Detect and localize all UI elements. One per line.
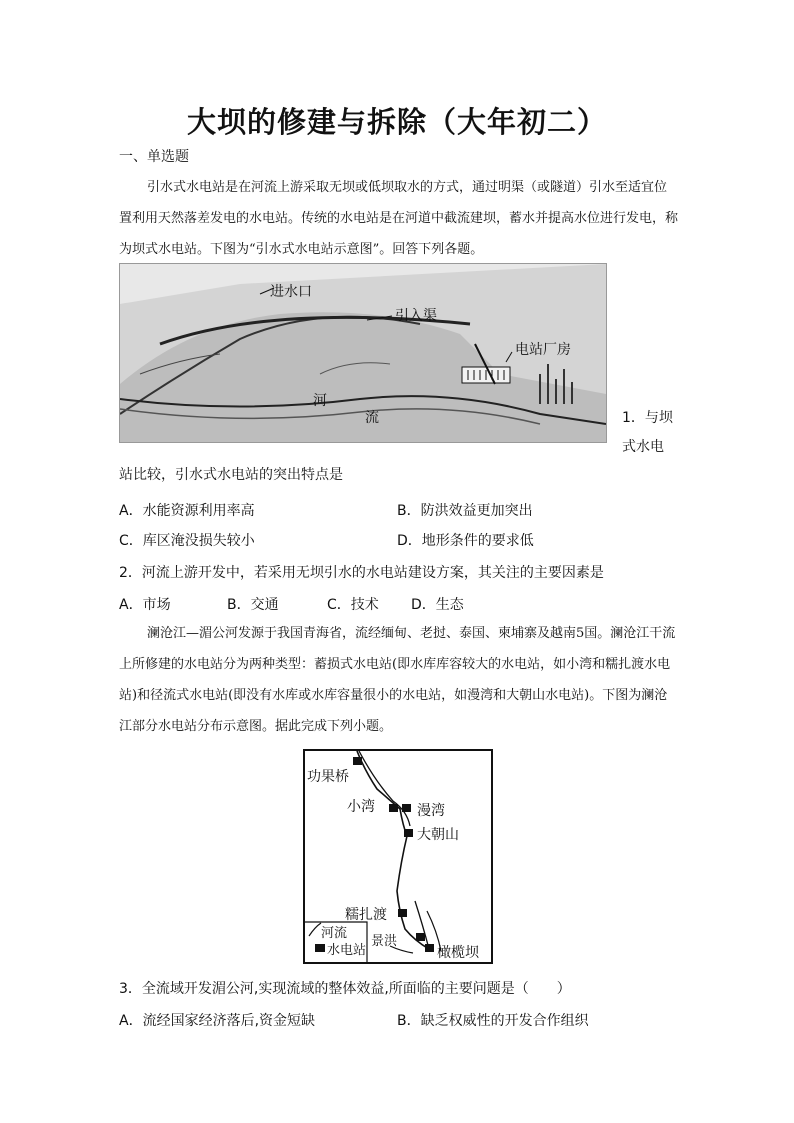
canal-label: 引入渠 bbox=[395, 308, 437, 324]
q1-option-d[interactable]: D．地形条件的要求低 bbox=[397, 533, 534, 549]
question-2-stem: 2．河流上游开发中，若采用无坝引水的水电站建设方案，其关注的主要因素是 bbox=[119, 565, 604, 581]
hydropower-diagram bbox=[119, 263, 607, 443]
legend-station-label: 水电站 bbox=[327, 943, 367, 958]
q1-option-a[interactable]: A．水能资源利用率高 bbox=[119, 503, 255, 519]
station-label-ganlanba: 橄榄坝 bbox=[437, 945, 479, 961]
q1-option-b[interactable]: B．防洪效益更加突出 bbox=[397, 503, 533, 519]
question-1-stem-part-b: 站比较，引水式水电站的突出特点是 bbox=[119, 467, 343, 483]
station-label-dachaoshan: 大朝山 bbox=[417, 827, 459, 843]
station-label-manwan: 漫湾 bbox=[417, 803, 445, 819]
question-1-stem-part-a: 1．与坝式水电 bbox=[622, 410, 673, 455]
station-label-xiaowan: 小湾 bbox=[347, 799, 375, 815]
q2-option-a[interactable]: A．市场 bbox=[119, 597, 171, 613]
river-label-1: 河 bbox=[313, 393, 327, 409]
legend-river-label: 河流 bbox=[321, 926, 348, 941]
question-3-stem: 3．全流域开发湄公河,实现流域的整体效益,所面临的主要问题是（ ） bbox=[119, 981, 571, 997]
station-label-nuozhadu: 糯扎渡 bbox=[345, 907, 387, 923]
q1-option-c[interactable]: C．库区淹没损失较小 bbox=[119, 533, 255, 549]
section-heading: 一、单选题 bbox=[119, 149, 189, 165]
passage-2: 澜沧江—湄公河发源于我国青海省，流经缅甸、老挝、泰国、柬埔寨及越南5国。澜沧江干流上所修建的水电站分为两种类型：蓄损式水电站(即水库库容较大的水电站，如小湾和糯扎渡水电站)和径流式水电站(即没有水库或水库容量很小的水电站，如漫湾和大朝山水电站)。下图为澜沧江部分水电站分布示意图。据此完成下列小题。 bbox=[119, 626, 676, 734]
station-label-jinghong: 景洪 bbox=[371, 934, 398, 949]
page-title: 大坝的修建与拆除（大年初二） bbox=[186, 105, 607, 139]
lancang-river-map bbox=[303, 749, 493, 964]
q2-option-c[interactable]: C．技术 bbox=[327, 597, 379, 613]
station-label-gongguoqiao: 功果桥 bbox=[307, 769, 349, 785]
q2-option-b[interactable]: B．交通 bbox=[227, 597, 279, 613]
q3-option-a[interactable]: A．流经国家经济落后,资金短缺 bbox=[119, 1013, 316, 1029]
intake-label: 进水口 bbox=[270, 284, 312, 300]
q3-option-b[interactable]: B．缺乏权威性的开发合作组织 bbox=[397, 1013, 589, 1029]
q2-option-d[interactable]: D．生态 bbox=[411, 597, 464, 613]
river-label-2: 流 bbox=[365, 410, 379, 426]
power-plant-label: 电站厂房 bbox=[515, 342, 571, 358]
passage-1: 引水式水电站是在河流上游采取无坝或低坝取水的方式，通过明渠（或隧道）引水至适宜位置利用天然落差发电的水电站。传统的水电站是在河道中截流建坝，蓄水并提高水位进行发电，称为坝式水电站。下图为“引水式水电站示意图”。回答下列各题。 bbox=[119, 180, 679, 257]
